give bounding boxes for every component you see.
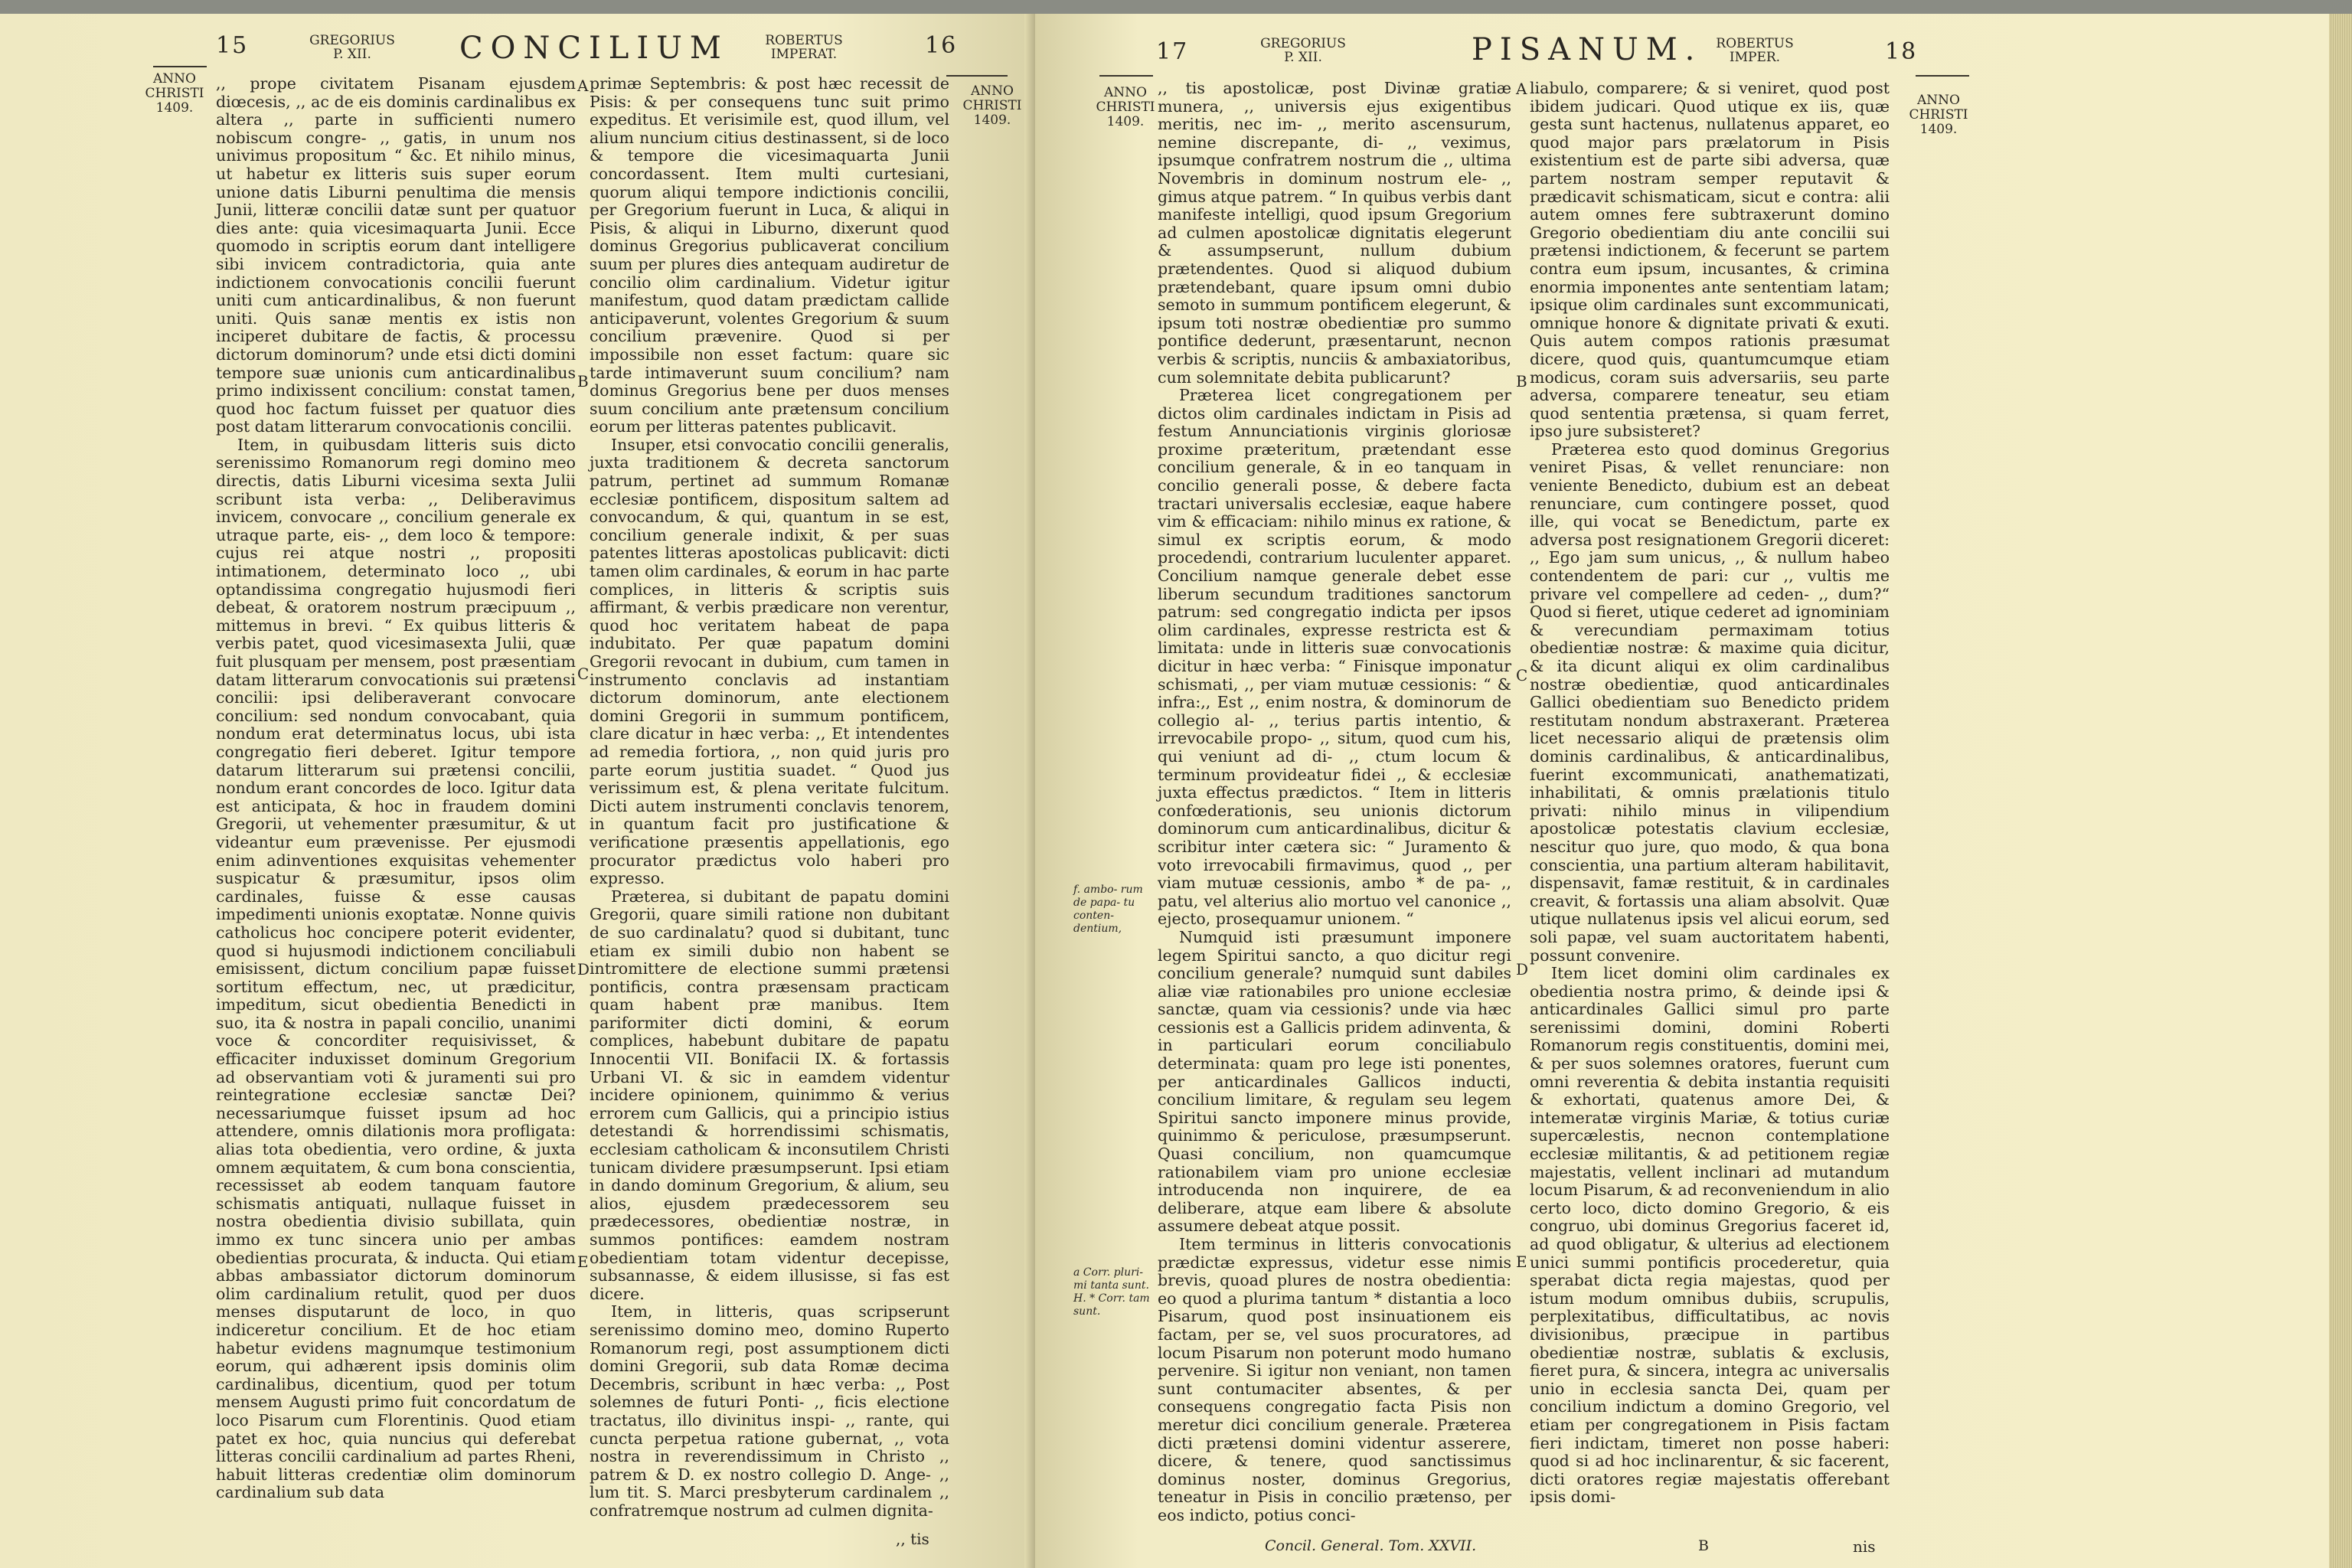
section-letter-c-r: C [1516, 666, 1528, 684]
catchword-left: ,, tis [896, 1530, 929, 1548]
margin-anno-left: ANNO CHRISTI 1409. [145, 71, 204, 116]
left-page [0, 14, 1032, 1568]
header-rule-right [946, 75, 1008, 77]
page-number-16: 16 [925, 32, 958, 59]
paragraph: Item, in quibusdam litteris suis dicto serenissimo Romanorum regi domino meo directis, datis Liburni vicesima sexta Julii scribunt ista verba: ,, Deliberavimus invicem, convocare ,, concilium generale ex utraque parte, eis- ,, dem loco & tempore: cujus rei atque nostri ,, propositi intimationem, determinato loco ,, ubi optandissima congregatio hujusmodi fieri debeat, & oratorem nostrum præcipuum ,, mittemus in brevi. “ Ex quibus litteris & verbis patet, quod vicesimasexta Julii, quæ fuit plusquam per mensem, post præsentiam datam litterarum convocationis sui prætensi concilii: ipsi deliberaverant convocare concilium: sed nondum convocabant, quia nondum erat determinatus locus, ubi ista congregatio fieri deberet. Igitur tempore datarum litterarum sui prætensi concilii, nondum erant concordes de loco. Igitur data est anticipata, & hoc in fraudem domini Gregorii, ut vehementer præsumitur, & ut videantur eum prævenisse. Per ejusmodi enim adinventiones exquisitas vehementer suspicatur & præsumitur, ipsos olim cardinales, fuisse & esse causas impedimenti unionis exoptatæ. Nonne quivis catholicus hoc concipere poterit evidenter, quod si hujusmodi indictionem conciliabuli emisissent, dictum concilium papæ fuisset sortitum effectum, nec, ut prædicitur, impeditum, sicut obedientia Benedicti in suo, ita & nostra in papali concilio, unanimi voce & concorditer requisivisset, & efficaciter induxisset dominum Gregorium ad observantiam voti & juramenti sui pro reintegratione ecclesiæ sanctæ Dei? necessariumque fuisset ipsum ad hoc attendere, omnis dilationis mora profligata: alias tota obedientia, vero ordine, & juxta omnem æquitatem, & cum bona conscientia, recessisset ab eodem tanquam fautore schismatis antiquati, nullaque fuisset in nostra obedientia divisio subillata, quin immo ex tunc sincera unio per ambas obedientias procurata, & inducta. Qui etiam abbas ambassiator dictorum dominorum olim cardinalium retulit, quod per duos menses disputarunt de loco, in quo indiceretur concilium. Et de hoc etiam habetur evidens magnumque testimonium eorum, qui adhærent ipsis dominis olim cardinalibus, dicentium, quod per totum mensem Augusti primo fuit concordatum de loco Pisarum cum Florentinis. Quod etiam patet ex hoc, quia nuncius qui deferebat litteras concilii cardinalium ad partes Rheni, habuit litteras credentiæ olim dominorum cardinalium sub data [216, 435, 576, 1502]
page-number-18: 18 [1885, 38, 1918, 65]
header-rule-left [153, 66, 207, 67]
header-robertus-left: ROBERTUS IMPERAT. [765, 33, 843, 62]
paragraph: Numquid isti præsumunt imponere legem Spiritui sancto, a quo dicitur regi concilium generale? numquid sunt dabiles aliæ viæ rationabiles pro unione ecclesiæ sanctæ, quam via cessionis? unde via hæc cessionis est a Gallicis pridem adinventa, & in particulari eorum conciliabulo determinata: quam pro lege isti ponentes, per anticardinales Gallicos inducti, concilium limitare, & regulam seu legem Spiritui sancto imponere minus provide, quinimmo & periculose, præsumpserunt. Quasi concilium, non quamcumque rationabilem viam pro unione ecclesiæ introducenda non inquirere, de ea deliberare, atque eam libere & absolute assumere debeat atque possit. [1158, 927, 1511, 1236]
section-letter-e-r: E [1516, 1253, 1527, 1271]
running-title-right: PISANUM. [1472, 32, 1703, 67]
section-letter-b-r: B [1516, 372, 1527, 390]
paragraph: ,, prope civitatem Pisanam ejusdem diœcesis, ,, ac de eis dominis cardinalibus ex altera ,, parte in sufficienti numero nobiscum congre- ,, gatis, in unum nos univimus propositum “ &c. Et nihilo minus, ut habetur ex litteris suis super eorum unione datis Liburni penultima die mensis Junii, litteræ concilii datæ sunt per quatuor dies ante: quia vicesimaquarta Junii. Ecce quomodo in scriptis eorum dant intelligere sibi invicem contradictoria, quia ante indictionem convocationis concilii fuerunt uniti cum anticardinalibus, & non fuerunt uniti. Quis sanæ mentis ex istis non inciperet dubitare de factis, & processu dictorum dominorum? unde etsi dicti domini tempore suæ unionis cum anticardinalibus primo indixissent concilium: constat tamen, quod hoc factum fuisset per quatuor dies post datam litterarum convocationis concilii. [216, 74, 576, 436]
header-gregorius-left: GREGORIUS P. XII. [309, 33, 395, 62]
page-edges [2329, 14, 2352, 1568]
page-number-17: 17 [1156, 38, 1189, 65]
paragraph: Insuper, etsi convocatio concilii generalis, juxta traditionem & decreta sanctorum patrum, pertinet ad summum Romanæ ecclesiæ pontificem, dispositum saltem ad convocandum, & qui, quantum in se est, concilium generale indixit, & per suas patentes litteras apostolicas publicavit: dicti tamen olim cardinales, & eorum in hac parte complices, in litteris & scriptis suis affirmant, & verbis prædicare non verentur, quod hoc veritatem habeat de papa indubitato. Per quæ papatum domini Gregorii revocant in dubium, cum tamen in instrumento conclavis ad instantiam dictorum dominorum, ante electionem domini Gregorii in summum pontificem, clare dicatur in hæc verba: ,, Et intendentes ad remedia fortiora, ,, non quid juris pro parte eorum justitia suadet. “ Quod jus verissimum est, & plena veritate fulcitum. Dicti autem instrumenti conclavis tenorem, in quantum facit pro justificatione & verificatione præsentis appellationis, ego procurator prædictus volo haberi pro expresso. [590, 435, 949, 888]
right-page-column-2 [1530, 80, 1890, 1534]
margin-anno-right-r: ANNO CHRISTI 1409. [1909, 93, 1968, 137]
header-robertus-right: ROBERTUS IMPER. [1716, 36, 1794, 65]
page-number-15: 15 [216, 32, 249, 59]
paragraph: ,, tis apostolicæ, post Divinæ gratiæ munera, ,, universis ejus exigentibus meritis, nec im- ,, merito ascensurum, nemine discrepante, di- ,, veximus, ipsumque confratrem nostrum die ,, ultima Novembris in dominum nostrum ele- ,, gimus atque patrem. “ In quibus verbis dant manifeste intelligi, quod ipsum Gregorium ad culmen apostolicæ dignitatis elegerunt & assumpserunt, nullum dubium prætendentes. Quod si aliquod dubium prætendebant, quare ipsum omni dubio semoto in summum pontificem elegerunt, & ipsum toti nostræ obedientiæ pro summo pontifice dederunt, præsentarunt, necnon verbis & scriptis, nunciis & ambaxiatoribus, cum solemnitate debita publicarunt? [1158, 79, 1511, 387]
paragraph: primæ Septembris: & post hæc recessit de Pisis: & per consequens tunc suit primo expeditus. Et verisimile est, quod illum, vel alium nuncium citius destinassent, si de loco & tempore die vicesimaquarta Junii concordassent. Item multi curtesiani, quorum aliqui tempore indictionis concilii, per Gregorium fuerunt in Luca, & aliqui in Pisis, & aliqui in Liburno, dixerunt quod dominus Gregorius publicaverat concilium suum per plures dies antequam audiretur de concilio olim cardinalium. Videtur igitur manifestum, quod datam prædictam callide anticipaverunt, volentes Gregorium & suum concilium prævenire. Quod si per impossibile non esset factum: quare sic tarde intimaverunt suum concilium? nam dominus Gregorius bene per duos menses suum concilium ante prætensum concilium eorum per litteras patentes publicavit. [590, 74, 949, 436]
margin-anno-left-r: ANNO CHRISTI 1409. [1096, 85, 1155, 129]
right-page-column-1 [1158, 79, 1511, 1524]
footer-volume: Concil. General. Tom. XXVII. [1265, 1537, 1477, 1554]
section-letter-a-r: A [1516, 80, 1527, 98]
paragraph: Item terminus in litteris convocationis prædictæ expressus, videtur esse nimis brevis, quoad plures de nostra obedientia: eo quod a plurima tantum * distantia a loco Pisarum, quod post insinuationem eis factam, per se, vel suos procuratores, ad locum Pisarum non poterunt modo humano pervenire. Si igitur non veniant, non tamen sunt contumaciter absentes, & per consequens congregatio facta Pisis non meretur dici concilium generale. Præterea dicti prætensi domini videntur asserere, dicere, & tenere, quod sanctissimus dominus noster, dominus Gregorius, teneatur in Pisis in concilio prætenso, per eos indicto, potius conci- [1158, 1235, 1511, 1524]
section-letter-e: E [577, 1253, 589, 1271]
side-note-ambo: f. ambo- rum de papa- tu conten- dentium, [1073, 884, 1143, 935]
margin-anno-right: ANNO CHRISTI 1409. [962, 83, 1022, 128]
paragraph: Item licet domini olim cardinales ex obedientia nostra primo, & deinde ipsi & anticardinales Gallici simul pro parte serenissimi domini, domini Roberti Romanorum regis constituentis, domini mei, & per suos solemnes oratores, fuerunt cum omni reverentia & debita instantia requisiti & exhortati, quatenus amore Dei, & intemeratæ virginis Mariæ, & totius curiæ supercælestis, necnon contemplatione ecclesiæ militantis, & ad petitionem regiæ majestatis, vellent inclinari ad mutandum locum Pisarum, & ad reconveniendum in alio certo loco, dicto domino Gregorio, & eis congruo, ubi dominus Gregorius faceret id, ad quod obligatur, & ulterius ad electionem unici summi pontificis procederetur, quia sperabat dicta regia majestas, quod per istum modum omnibus dubiis, scrupulis, perplexitatibus, difficultatibus, ac novis divisionibus, præcipue in partibus obedientiæ nostræ, sublatis & exclusis, fieret pura, & sincera, integra ac universalis unio in ecclesia sancta Dei, quam per concilium indictum a domino Gregorio, vel etiam per congregationem in Pisis factam fieri indictam, timeret non posse haberi: quod si ad hoc inclinarentur, & sic facerent, dicti oratores regiæ majestatis offerebant ipsis domi- [1530, 964, 1890, 1507]
header-rule-right-r [1916, 75, 1969, 77]
section-letter-d: D [577, 960, 590, 978]
section-letter-c: C [577, 665, 590, 683]
paragraph: liabulo, comparere; & si veniret, quod post ibidem judicari. Quod utique ex iis, quæ gesta sunt hactenus, nullatenus apparet, eo quod major pars prælatorum in Pisis existentium est de parte sibi adversa, quæ partem nostram semper reputavit & prædicavit schismaticam, sicut e contra: alii autem omnes fere subtraxerunt domino Gregorio obedientiam diu ante concilii sui prætensi indictionem, & fecerunt se partem contra eum ipsum, incusantes, & crimina enormia imponentes ante sententiam latam; ipsique olim cardinales sunt excommunicati, omnique honore & dignitate privati & exuti. Quis autem compos rationis præsumat dicere, quod quis, quantumcumque etiam modicus, coram suis adversariis, seu parte adversa, comparere teneatur, seu etiam quod sententia prætensa, si quam ferret, ipso jure subsisteret? [1530, 79, 1890, 441]
side-note-corr: a Corr. pluri- mi tanta sunt. H. * Corr. tam sunt. [1073, 1266, 1150, 1318]
section-letter-d-r: D [1516, 960, 1529, 978]
paragraph: Præterea, si dubitant de papatu domini Gregorii, quare simili ratione non dubitant de suo cardinalatu? quod si dubitant, tunc etiam ex simili dubio non habent se intromittere de electione summi prætensi pontificis, contra præsensam practicam quam habent præ manibus. Item pariformiter dicti domini, & eorum complices, habebunt dubitare de papatu Innocentii VII. Bonifacii IX. & fortassis Urbani VI. & sic in eamdem videntur incidere opinionem, quinimmo & verius errorem cum Gallicis, qui a principio istius detestandi & horrendissimi schismatis, ecclesiam catholicam & inconsutilem Christi tunicam dividere præsumpserunt. Ipsi etiam in dando dominum Gregorium, & alium, seu alios, ejusdem prædecessorem seu prædecessores, obedientiæ nostræ, in summos pontifices: eamdem nostram obedientiam totam videntur decepisse, subsannasse, & eidem illusisse, si fas est dicere. [590, 887, 949, 1303]
section-letter-a: A [577, 77, 589, 95]
left-page-column-1 [216, 75, 576, 1545]
header-rule-left-r [1099, 75, 1153, 77]
left-page-column-2 [590, 75, 949, 1545]
header-gregorius-right: GREGORIUS P. XII. [1260, 36, 1346, 65]
paragraph: Præterea licet congregationem per dictos olim cardinales indictam in Pisis ad festum Annunciationis virginis gloriosæ proxime præteritum, prætendant esse concilium generale, & in eo tanquam in concilio generali posse, & debere facta tractari universalis ecclesiæ, eaque habere vim & efficaciam: nihilo minus ex ratione, & simul ex scriptis eorum, & modo procedendi, contrarium luculenter apparet. Concilium namque generale debet esse liberum secundum traditiones sanctorum patrum: sed congregatio indicta per ipsos olim cardinales, expresse restricta est & limitata: unde in litteris suæ convocationis dicitur in hæc verba: “ Finisque imponatur schismati, ,, per viam mutuæ cessionis: “ & infra:,, Est ,, enim nostra, & dominorum de collegio al- ,, terius partis intentio, & irrevocabile propo- ,, situm, quod cum his, qui veniunt ad di- ,, ctum locum & terminum provideatur fidei ,, & ecclesiæ juxta effectus prædictos. “ Item in litteris confœderationis, seu unionis dictorum dominorum cum anticardinalibus, dicitur & scribitur inter cætera sic: “ Juramento & voto irrevocabili firmavimus, quod ,, per viam mutuæ cessionis, ambo * de pa- ,, patu, vel alterius alio mortuo vel canonice ,, ejecto, prosequamur unionem. “ [1158, 386, 1511, 929]
catchword-right: nis [1853, 1537, 1876, 1556]
right-page [1035, 14, 2329, 1568]
running-title-left: CONCILIUM [459, 31, 729, 66]
section-letter-b: B [577, 372, 589, 390]
paragraph: Item, in litteris, quas scripserunt serenissimo domino meo, domino Ruperto Romanorum regi, post assumptionem dicti domini Gregorii, sub data Romæ decima Decembris, scribunt in hæc verba: ,, Post solemnes de futuri Ponti- ,, ficis electione tractatus, illo divinitus inspi- ,, rante, qui cuncta perpetua ratione gubernat, ,, vota nostra in reverendissimum in Christo ,, patrem & D. ex nostro collegio D. Ange- ,, lum tit. S. Marci presbyterum cardinalem ,, confratremque nostrum ad culmen dignita- [590, 1302, 949, 1520]
footer-signature: B [1698, 1537, 1709, 1554]
paragraph: Præterea esto quod dominus Gregorius veniret Pisas, & vellet renunciare: non veniente Benedicto, dubium est an debeat renunciare, cum contingere posset, quod ille, qui vocat se Benedictum, parte ex adversa post resignationem Gregorii diceret: ,, Ego jam sum unicus, ,, & nullum habeo contendentem de pari: cur ,, vultis me privare vel compellere ad ceden- ,, dum?“ Quod si fieret, utique cederet ad ignominiam & verecundiam permaximam totius obedientiæ nostræ: & maxime quia dicitur, & ita dicunt aliqui ex olim cardinalibus nostræ obedientiæ, quod anticardinales Gallici obedientiam suo Benedicto pridem restitutam nondum abstraxerant. Præterea licet necessario aliqui de prætensis olim dominis cardinalibus, & anticardinalibus, fuerint excommunicati, anathematizati, inhabilitati, & omnis prælationis titulo privati: nihilo minus in vilipendium apostolicæ potestatis clavium ecclesiæ, nescitur quo jure, quo modo, & qua bona conscientia, una partium alteram habilitavit, dispensavit, famæ restituit, & in cardinales creavit, & fortassis una aliam absolvit. Quæ utique nullatenus ipsis vel alicui eorum, sed soli papæ, vel suam auctoritatem habenti, possunt convenire. [1530, 439, 1890, 965]
